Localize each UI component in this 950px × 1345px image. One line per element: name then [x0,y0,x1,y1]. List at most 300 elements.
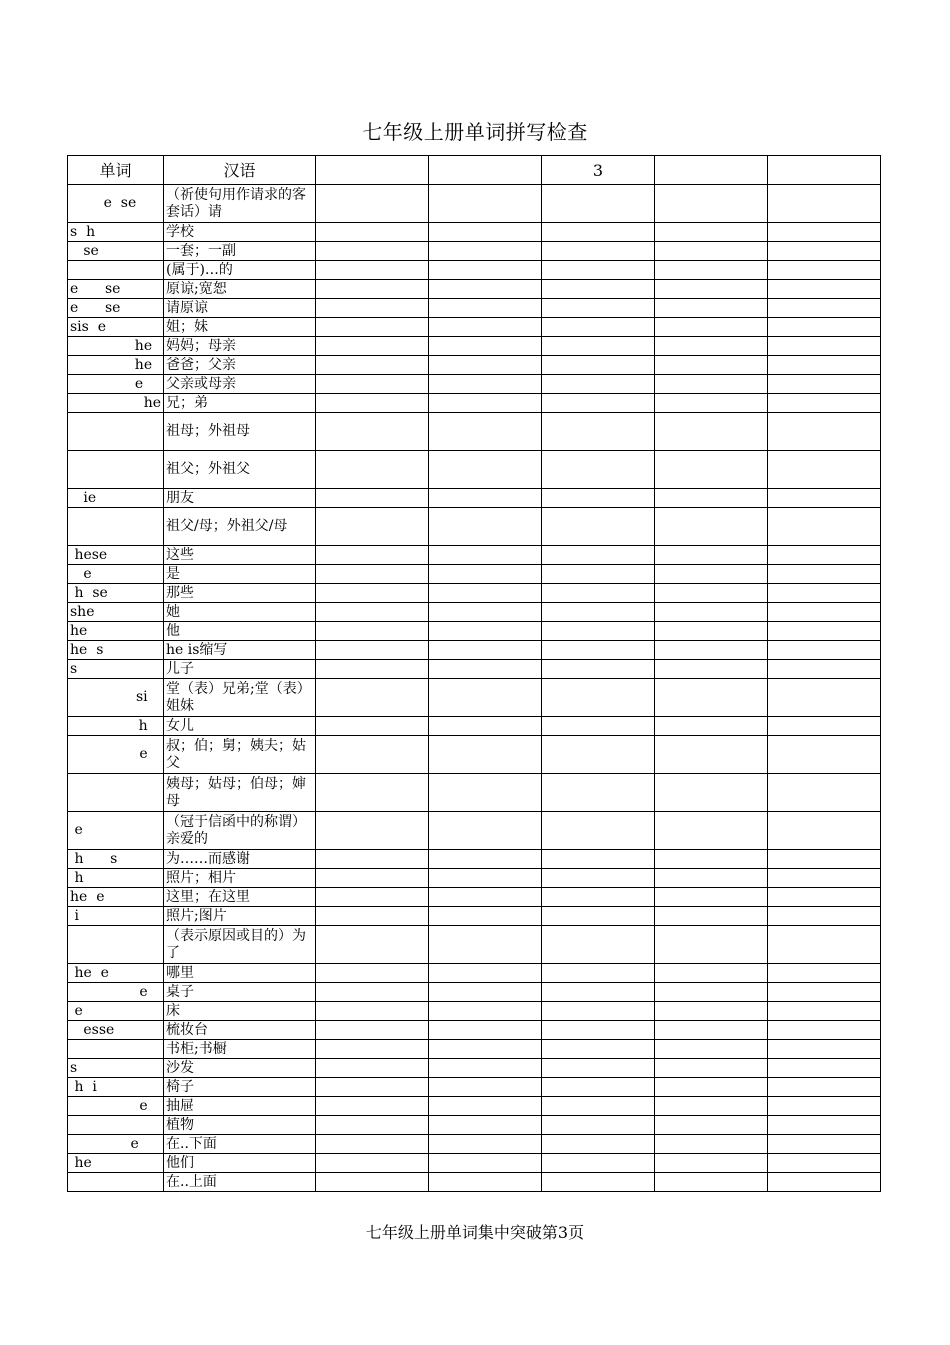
answer-cell[interactable] [316,1135,429,1154]
answer-cell[interactable] [429,964,542,983]
answer-cell[interactable] [768,1002,881,1021]
answer-cell[interactable] [655,983,768,1002]
word-cell[interactable]: e [68,565,164,584]
word-cell[interactable]: h [68,869,164,888]
answer-cell[interactable] [542,1002,655,1021]
answer-cell[interactable] [316,926,429,964]
answer-cell[interactable] [429,869,542,888]
answer-cell[interactable] [768,964,881,983]
answer-cell[interactable] [768,394,881,413]
answer-cell[interactable] [316,299,429,318]
word-cell[interactable]: s h [68,223,164,242]
answer-cell[interactable] [542,299,655,318]
word-cell[interactable] [68,413,164,451]
answer-cell[interactable] [316,1078,429,1097]
answer-cell[interactable] [655,1040,768,1059]
word-cell[interactable]: he [68,394,164,413]
answer-cell[interactable] [655,318,768,337]
answer-cell[interactable] [655,622,768,641]
answer-cell[interactable] [429,850,542,869]
answer-cell[interactable] [542,736,655,774]
answer-cell[interactable] [429,679,542,717]
answer-cell[interactable] [429,736,542,774]
answer-cell[interactable] [542,774,655,812]
answer-cell[interactable] [429,1097,542,1116]
answer-cell[interactable] [768,413,881,451]
answer-cell[interactable] [768,869,881,888]
answer-cell[interactable] [768,1154,881,1173]
answer-cell[interactable] [542,375,655,394]
answer-cell[interactable] [316,565,429,584]
answer-cell[interactable] [655,660,768,679]
word-cell[interactable]: hese [68,546,164,565]
answer-cell[interactable] [655,1135,768,1154]
answer-cell[interactable] [316,413,429,451]
answer-cell[interactable] [316,1173,429,1192]
chinese-cell: 父亲或母亲 [164,375,316,394]
answer-cell[interactable] [429,394,542,413]
answer-cell[interactable] [316,1116,429,1135]
word-cell[interactable]: e [68,1097,164,1116]
answer-cell[interactable] [429,1002,542,1021]
chinese-cell: 他们 [164,1154,316,1173]
answer-cell[interactable] [768,603,881,622]
table-row [68,983,881,1002]
answer-cell[interactable] [768,508,881,546]
answer-cell[interactable] [429,546,542,565]
answer-cell[interactable] [542,413,655,451]
answer-cell[interactable] [542,888,655,907]
word-cell[interactable]: he s [68,641,164,660]
word-cell[interactable]: h s [68,850,164,869]
answer-cell[interactable] [429,622,542,641]
answer-cell[interactable] [316,660,429,679]
word-cell[interactable]: e [68,1135,164,1154]
answer-cell[interactable] [542,641,655,660]
answer-cell[interactable] [542,1078,655,1097]
answer-cell[interactable] [429,1154,542,1173]
answer-cell[interactable] [768,1059,881,1078]
answer-cell[interactable] [316,375,429,394]
answer-cell[interactable] [429,660,542,679]
answer-cell[interactable] [768,223,881,242]
answer-cell[interactable] [768,622,881,641]
answer-cell[interactable] [655,584,768,603]
answer-cell[interactable] [655,375,768,394]
answer-cell[interactable] [655,356,768,375]
answer-cell[interactable] [429,413,542,451]
answer-cell[interactable] [316,489,429,508]
word-cell[interactable] [68,261,164,280]
answer-cell[interactable] [316,1097,429,1116]
answer-cell[interactable] [655,850,768,869]
answer-cell[interactable] [542,1116,655,1135]
answer-cell[interactable] [542,394,655,413]
answer-cell[interactable] [542,356,655,375]
answer-cell[interactable] [768,926,881,964]
answer-cell[interactable] [429,299,542,318]
answer-cell[interactable] [316,869,429,888]
answer-cell[interactable] [316,280,429,299]
answer-cell[interactable] [316,774,429,812]
answer-cell[interactable] [429,1021,542,1040]
answer-cell[interactable] [429,242,542,261]
answer-cell[interactable] [768,679,881,717]
answer-cell[interactable] [655,565,768,584]
answer-cell[interactable] [768,660,881,679]
answer-cell[interactable] [542,261,655,280]
word-cell[interactable]: he [68,622,164,641]
table-row [68,546,881,565]
answer-cell[interactable] [429,584,542,603]
word-cell[interactable]: sis e [68,318,164,337]
answer-cell[interactable] [542,546,655,565]
word-cell[interactable]: s [68,1059,164,1078]
answer-cell[interactable] [316,223,429,242]
answer-cell[interactable] [542,1154,655,1173]
answer-cell[interactable] [542,1040,655,1059]
answer-cell[interactable] [655,261,768,280]
chinese-cell: 植物 [164,1116,316,1135]
answer-cell[interactable] [429,1040,542,1059]
answer-cell[interactable] [655,964,768,983]
answer-cell[interactable] [655,394,768,413]
answer-cell[interactable] [316,584,429,603]
word-cell[interactable]: he [68,337,164,356]
answer-cell[interactable] [429,926,542,964]
answer-cell[interactable] [542,869,655,888]
answer-cell[interactable] [316,812,429,850]
answer-cell[interactable] [542,1021,655,1040]
word-cell[interactable]: se [68,242,164,261]
answer-cell[interactable] [768,812,881,850]
answer-cell[interactable] [768,318,881,337]
word-cell[interactable]: he e [68,964,164,983]
answer-cell[interactable] [542,318,655,337]
answer-cell[interactable] [429,1116,542,1135]
chinese-cell: 请原谅 [164,299,316,318]
answer-cell[interactable] [655,1097,768,1116]
word-cell[interactable] [68,774,164,812]
answer-cell[interactable] [768,736,881,774]
answer-cell[interactable] [655,926,768,964]
answer-cell[interactable] [542,622,655,641]
answer-cell[interactable] [429,337,542,356]
answer-cell[interactable] [768,261,881,280]
answer-cell[interactable] [655,869,768,888]
answer-cell[interactable] [542,280,655,299]
answer-cell[interactable] [316,508,429,546]
word-cell[interactable] [68,1116,164,1135]
answer-cell[interactable] [542,812,655,850]
word-cell[interactable]: he [68,356,164,375]
answer-cell[interactable] [655,299,768,318]
answer-cell[interactable] [768,850,881,869]
answer-cell[interactable] [542,565,655,584]
chinese-cell: 抽屉 [164,1097,316,1116]
answer-cell[interactable] [768,1135,881,1154]
answer-cell[interactable] [429,812,542,850]
answer-cell[interactable] [429,983,542,1002]
answer-cell[interactable] [655,451,768,489]
table-row [68,356,881,375]
word-cell[interactable]: e [68,983,164,1002]
answer-cell[interactable] [655,546,768,565]
answer-cell[interactable] [655,641,768,660]
answer-cell[interactable] [429,508,542,546]
answer-cell[interactable] [429,375,542,394]
answer-cell[interactable] [316,1059,429,1078]
answer-cell[interactable] [655,603,768,622]
answer-cell[interactable] [655,413,768,451]
word-cell[interactable]: h se [68,584,164,603]
answer-cell[interactable] [655,1002,768,1021]
answer-cell[interactable] [768,584,881,603]
word-table [67,155,881,1192]
answer-cell[interactable] [768,774,881,812]
answer-cell[interactable] [768,1078,881,1097]
word-cell[interactable]: e se [68,185,164,223]
table-row [68,261,881,280]
answer-cell[interactable] [542,679,655,717]
chinese-cell: 照片；相片 [164,869,316,888]
answer-cell[interactable] [768,280,881,299]
answer-cell[interactable] [768,907,881,926]
answer-cell[interactable] [316,356,429,375]
chinese-cell: 叔；伯；舅；姨夫；姑父 [164,736,316,774]
answer-cell[interactable] [542,907,655,926]
answer-cell[interactable] [768,546,881,565]
answer-cell[interactable] [655,774,768,812]
answer-cell[interactable] [655,907,768,926]
answer-cell[interactable] [768,299,881,318]
answer-cell[interactable] [542,451,655,489]
answer-cell[interactable] [542,717,655,736]
answer-cell[interactable] [768,1021,881,1040]
word-cell[interactable]: h i [68,1078,164,1097]
answer-cell[interactable] [768,451,881,489]
answer-cell[interactable] [768,185,881,223]
answer-cell[interactable] [316,1002,429,1021]
word-cell[interactable]: she [68,603,164,622]
word-cell[interactable]: e [68,812,164,850]
word-cell[interactable]: e [68,1002,164,1021]
answer-cell[interactable] [316,907,429,926]
answer-cell[interactable] [429,1078,542,1097]
answer-cell[interactable] [429,603,542,622]
chinese-cell: 这些 [164,546,316,565]
word-cell[interactable] [68,1173,164,1192]
answer-cell[interactable] [542,584,655,603]
word-cell[interactable] [68,1040,164,1059]
answer-cell[interactable] [542,964,655,983]
answer-cell[interactable] [542,508,655,546]
word-cell[interactable]: e se [68,280,164,299]
answer-cell[interactable] [655,508,768,546]
answer-cell[interactable] [542,660,655,679]
word-cell[interactable] [68,508,164,546]
answer-cell[interactable] [655,812,768,850]
answer-cell[interactable] [316,622,429,641]
answer-cell[interactable] [316,394,429,413]
answer-cell[interactable] [429,280,542,299]
answer-cell[interactable] [316,318,429,337]
answer-cell[interactable] [316,337,429,356]
answer-cell[interactable] [542,1059,655,1078]
answer-cell[interactable] [316,603,429,622]
word-cell[interactable]: e se [68,299,164,318]
table-row [68,622,881,641]
answer-cell[interactable] [655,1021,768,1040]
answer-cell[interactable] [655,1116,768,1135]
answer-cell[interactable] [316,451,429,489]
chinese-cell: 妈妈；母亲 [164,337,316,356]
answer-cell[interactable] [768,337,881,356]
answer-cell[interactable] [655,888,768,907]
answer-cell[interactable] [542,489,655,508]
answer-cell[interactable] [316,983,429,1002]
answer-cell[interactable] [768,1173,881,1192]
answer-cell[interactable] [429,1135,542,1154]
answer-cell[interactable] [429,223,542,242]
answer-cell[interactable] [429,907,542,926]
chinese-cell: 书柜;书橱 [164,1040,316,1059]
table-row [68,888,881,907]
answer-cell[interactable] [316,850,429,869]
answer-cell[interactable] [429,1173,542,1192]
answer-cell[interactable] [542,223,655,242]
table-row [68,508,881,546]
answer-cell[interactable] [768,489,881,508]
answer-cell[interactable] [655,1059,768,1078]
answer-cell[interactable] [655,717,768,736]
answer-cell[interactable] [542,850,655,869]
chinese-cell: 兄；弟 [164,394,316,413]
answer-cell[interactable] [655,1078,768,1097]
answer-cell[interactable] [542,1173,655,1192]
word-cell[interactable]: esse [68,1021,164,1040]
table-row [68,926,881,964]
answer-cell[interactable] [655,1173,768,1192]
table-row [68,812,881,850]
answer-cell[interactable] [768,641,881,660]
answer-cell[interactable] [316,717,429,736]
table-row [68,394,881,413]
answer-cell[interactable] [316,964,429,983]
answer-cell[interactable] [316,1154,429,1173]
answer-cell[interactable] [429,888,542,907]
table-row [68,1078,881,1097]
answer-cell[interactable] [316,546,429,565]
word-cell[interactable]: s [68,660,164,679]
header-chinese: 汉语 [164,156,316,185]
answer-cell[interactable] [542,603,655,622]
answer-cell[interactable] [429,774,542,812]
answer-cell[interactable] [316,1040,429,1059]
answer-cell[interactable] [429,451,542,489]
answer-cell[interactable] [768,1097,881,1116]
answer-cell[interactable] [429,717,542,736]
table-row [68,717,881,736]
table-row [68,907,881,926]
answer-cell[interactable] [542,185,655,223]
table-row [68,413,881,451]
answer-cell[interactable] [655,1154,768,1173]
answer-cell[interactable] [429,261,542,280]
answer-cell[interactable] [542,337,655,356]
answer-cell[interactable] [768,375,881,394]
table-row [68,641,881,660]
answer-cell[interactable] [768,717,881,736]
word-cell[interactable] [68,926,164,964]
answer-cell[interactable] [316,185,429,223]
answer-cell[interactable] [316,641,429,660]
answer-cell[interactable] [542,1135,655,1154]
answer-cell[interactable] [655,242,768,261]
chinese-cell: （冠于信函中的称谓）亲爱的 [164,812,316,850]
word-cell[interactable] [68,451,164,489]
word-cell[interactable]: e [68,375,164,394]
answer-cell[interactable] [429,185,542,223]
answer-cell[interactable] [429,565,542,584]
chinese-cell: 床 [164,1002,316,1021]
answer-cell[interactable] [316,242,429,261]
answer-cell[interactable] [768,1040,881,1059]
word-cell[interactable]: e [68,736,164,774]
chinese-cell: 那些 [164,584,316,603]
answer-cell[interactable] [655,185,768,223]
chinese-cell: 原谅;宽恕 [164,280,316,299]
word-cell[interactable]: h [68,717,164,736]
header-row [68,156,881,185]
answer-cell[interactable] [768,1116,881,1135]
word-cell[interactable]: si [68,679,164,717]
answer-cell[interactable] [429,318,542,337]
answer-cell[interactable] [768,983,881,1002]
word-cell[interactable]: he e [68,888,164,907]
word-cell[interactable]: he [68,1154,164,1173]
answer-cell[interactable] [316,261,429,280]
answer-cell[interactable] [655,736,768,774]
answer-cell[interactable] [316,888,429,907]
answer-cell[interactable] [655,489,768,508]
answer-cell[interactable] [655,280,768,299]
answer-cell[interactable] [429,356,542,375]
answer-cell[interactable] [655,679,768,717]
answer-cell[interactable] [429,489,542,508]
answer-cell[interactable] [429,641,542,660]
answer-cell[interactable] [768,888,881,907]
table-row [68,1059,881,1078]
table-row [68,660,881,679]
chinese-cell: he is缩写 [164,641,316,660]
answer-cell[interactable] [429,1059,542,1078]
answer-cell[interactable] [768,565,881,584]
answer-cell[interactable] [316,1021,429,1040]
answer-cell[interactable] [542,242,655,261]
word-cell[interactable]: i [68,907,164,926]
answer-cell[interactable] [542,983,655,1002]
answer-cell[interactable] [768,356,881,375]
answer-cell[interactable] [542,1097,655,1116]
answer-cell[interactable] [542,926,655,964]
answer-cell[interactable] [768,242,881,261]
answer-cell[interactable] [655,223,768,242]
answer-cell[interactable] [316,679,429,717]
answer-cell[interactable] [316,736,429,774]
word-cell[interactable]: ie [68,489,164,508]
answer-cell[interactable] [655,337,768,356]
